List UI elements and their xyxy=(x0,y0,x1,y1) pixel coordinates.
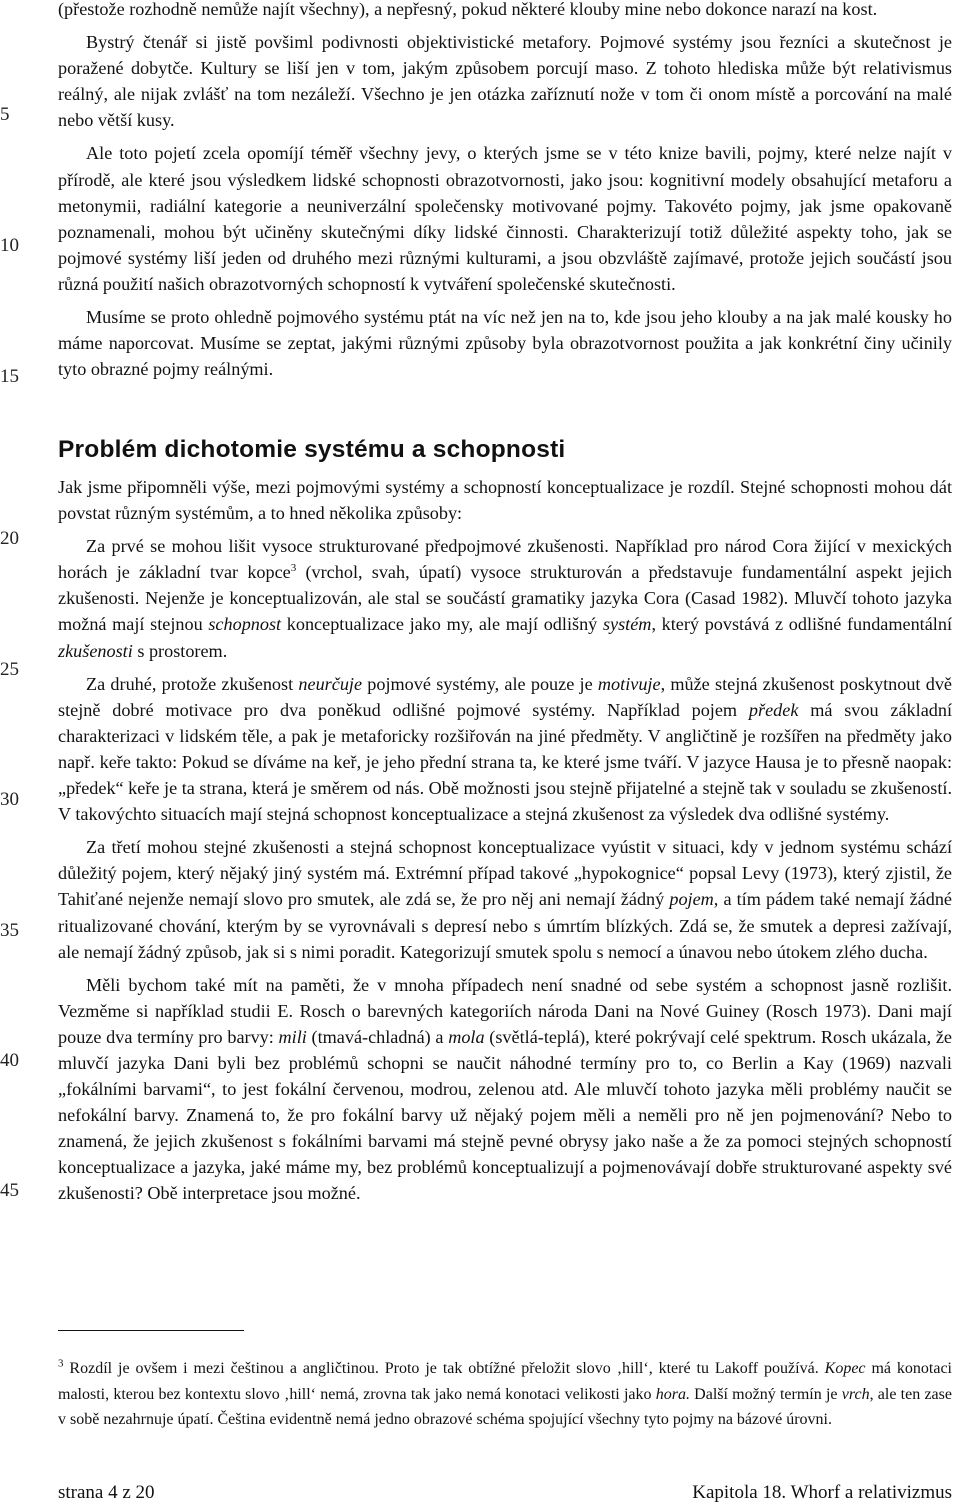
paragraph: Ale toto pojetí zcela opomíjí téměř všechny jevy, o kterých jsme se v této knize bavili, pojmy, které nelze najít v přírodě, ale které jsou výsledkem lidské schopnosti obrazotvornosti, jako jsou: kognitivní modely obsahující metaforu a metonymii, radiální kategorie a neuniverzální společensky motivované pojmy. Takovéto pojmy, jak jsme opakovaně poznamenali, mohou být učiněny skutečnými díky lidské činnosti. Charakterizují totiž důležité aspekty toho, jak se pojmové systémy liší jeden od druhého mezi různými kulturami, a jsou obzvláště zajímavé, protože jejich součástí jsou různá použití našich obrazotvorných schopností k vytváření společenské skutečnosti. xyxy=(58,143,952,294)
body-text-top xyxy=(58,0,952,382)
paragraph: (přestože rozhodně nemůže najít všechny), a nepřesný, pokud některé klouby mine nebo dokonce narazí na kost. xyxy=(58,0,878,19)
line-number: 30 xyxy=(0,789,19,810)
line-number: 5 xyxy=(0,104,10,125)
footnote-number: 3 xyxy=(58,1357,64,1370)
footnote: $^3$ Rozdíl je ovšem i mezi češtinou a angličtinou. Proto je tak obtížné přeložit slovo ‚hill‘, které tu Lakoff používá. Kopec má konotaci malosti, kterou bez kontextu slovo ‚hill‘ nemá, zrovna tak jako nemá konotaci velikosti jako hora. Další možný termín je vrch, ale ten zase v sobě nezahrnuje úpatí. Čeština evidentně nemá jedno obrazové schéma spojující všechny tyto pojmy na bázové úrovni. xyxy=(58,1357,953,1428)
paragraph: Za druhé, protože zkušenost neurčuje pojmové systémy, ale pouze je motivuje, může stejná zkušenost poskytnout dvě stejně dobré motivace pro dva poněkud odlišné pojmové systémy. Například pojem předek má svou základní charakterizaci v lidském těle, a pak je metaforicky rozšiřován na jiné předměty. V angličtině je rozšířen na předměty jako např. keře takto: Pokud se díváme na keř, je jeho přední strana ta, ke které jsme tváří. V jazyce Hausa je to přesně naopak: „předek“ keře je ta strana, která je směrem od nás. Obě možnosti jsou stejně přijatelné a stejně tak v souladu se zkušeností. V takovýchto situacích mají stejná schopnost konceptualizace a stejná zkušenost za výsledek dva odlišné systémy. xyxy=(58,673,953,825)
chapter-title: Kapitola 18. Whorf a relativizmus xyxy=(692,1482,952,1503)
line-number: 40 xyxy=(0,1050,19,1071)
line-number: 20 xyxy=(0,528,19,549)
footnote-divider xyxy=(58,1330,244,1331)
footnote-ref: 3 xyxy=(290,562,297,575)
line-number: 45 xyxy=(0,1180,19,1201)
paragraph: Měli bychom také mít na paměti, že v mnoha případech není snadné od sebe systém a schopnost jasně rozlišit. Vezměme si například studii E. Rosch o barevných kategoriích národa Dani na Nové Guiney (Rosch 1973). Dani mají pouze dva termíny pro barvy: mili (tmavá-chladná) a mola (světlá-teplá), které pokrývají celé spektrum. Rosch ukázala, že mluvčí jazyka Dani byli bez problémů schopni se naučit náhodné termíny pro to, co Berlin a Kay (1969) nazvali „fokálními barvami“, to jest fokální červenou, modrou, zelenou atd. Ale mluvčí tohoto jazyka měli problémy naučit se nefokální barvy. Znamená to, že pro fokální barvy už nějaký pojem měli a neměli pro ně jen pojmenování? Nebo to znamená, že jejich zkušenost s fokálními barvami má stejně pevné obrysy jako naše a že za pomoci stejných schopností konceptualizace a jazyka, jaké máme my, bez problémů konceptualizují a pojmenovávají dobře strukturované aspekty své zkušenosti? Obě interpretace jsou možné. xyxy=(58,974,953,1204)
line-number: 25 xyxy=(0,659,19,680)
paragraph: Bystrý čtenář si jistě povšiml podivnosti objektivistické metafory. Pojmové systémy jsou řezníci a skutečnost je poražené dobytče. Kultury se liší jen v tom, jakým způsobem porcují maso. Z tohoto hlediska může být relativismus reálný, ale nijak zvlášť na tom nezáleží. Všechno je jen otázka zaříznutí nože v tom či onom místě a porcování na malé nebo větší kusy. xyxy=(58,32,952,131)
paragraph: Musíme se proto ohledně pojmového systému ptát na víc než jen na to, kde jsou jeho klouby a na jak malé kousky ho máme naporcovat. Musíme se zeptat, jakými různými způsoby byla obrazotvornost použita a jak konkrétní činy učinily tyto obrazné pojmy reálnými. xyxy=(58,307,952,380)
line-number: 10 xyxy=(0,235,19,256)
line-number: 15 xyxy=(0,366,19,387)
body-text-section xyxy=(58,474,952,1207)
line-number: 35 xyxy=(0,920,19,941)
page-number: strana 4 z 20 xyxy=(58,1482,155,1503)
paragraph: Za třetí mohou stejné zkušenosti a stejná schopnost konceptualizace vyústit v situaci, kdy v jednom systému schází důležitý pojem, který nějaký jiný systém má. Extrémní případ takové „hypokognice“ popsal Levy (1973), který zjistil, že Tahiťané nejenže nemají slovo pro smutek, ale zdá se, že pro něj ani nemají žádný pojem, a tím pádem také nemají žádné ritualizované chování, kterým by se vyrovnávali s depresí nebo s úmrtím blízkých. Zdá se, že smutek a depresi zažívají, ale nemají žádný způsob, jak si s nimi poradit. Kategorizují smutek spolu s nemocí a únavou nebo útokem zlého ducha. xyxy=(58,837,952,962)
section-heading: Problém dichotomie systému a schopnosti xyxy=(58,436,566,463)
paragraph: Jak jsme připomněli výše, mezi pojmovými systémy a schopností konceptualizace je rozdíl. Stejné schopnosti mohou dát povstat různým systémům, a to hned několika způsoby: xyxy=(58,477,952,524)
paragraph: Za prvé se mohou lišit vysoce strukturované předpojmové zkušenosti. Například pro národ Cora žijící v mexických horách je základní tvar kopce$^3$ (vrchol, svah, úpatí) vysoce strukturován a představuje fundamentální aspekt jejich zkušenosti. Nejenže je konceptualizován, ale stal se součástí gramatiky jazyka Cora (Casad 1982). Mluvčí tohoto jazyka možná mají stejnou schopnost konceptualizace jako my, ale mají odlišný systém, který povstává z odlišné fundamentální zkušenosti s prostorem. xyxy=(58,536,953,661)
